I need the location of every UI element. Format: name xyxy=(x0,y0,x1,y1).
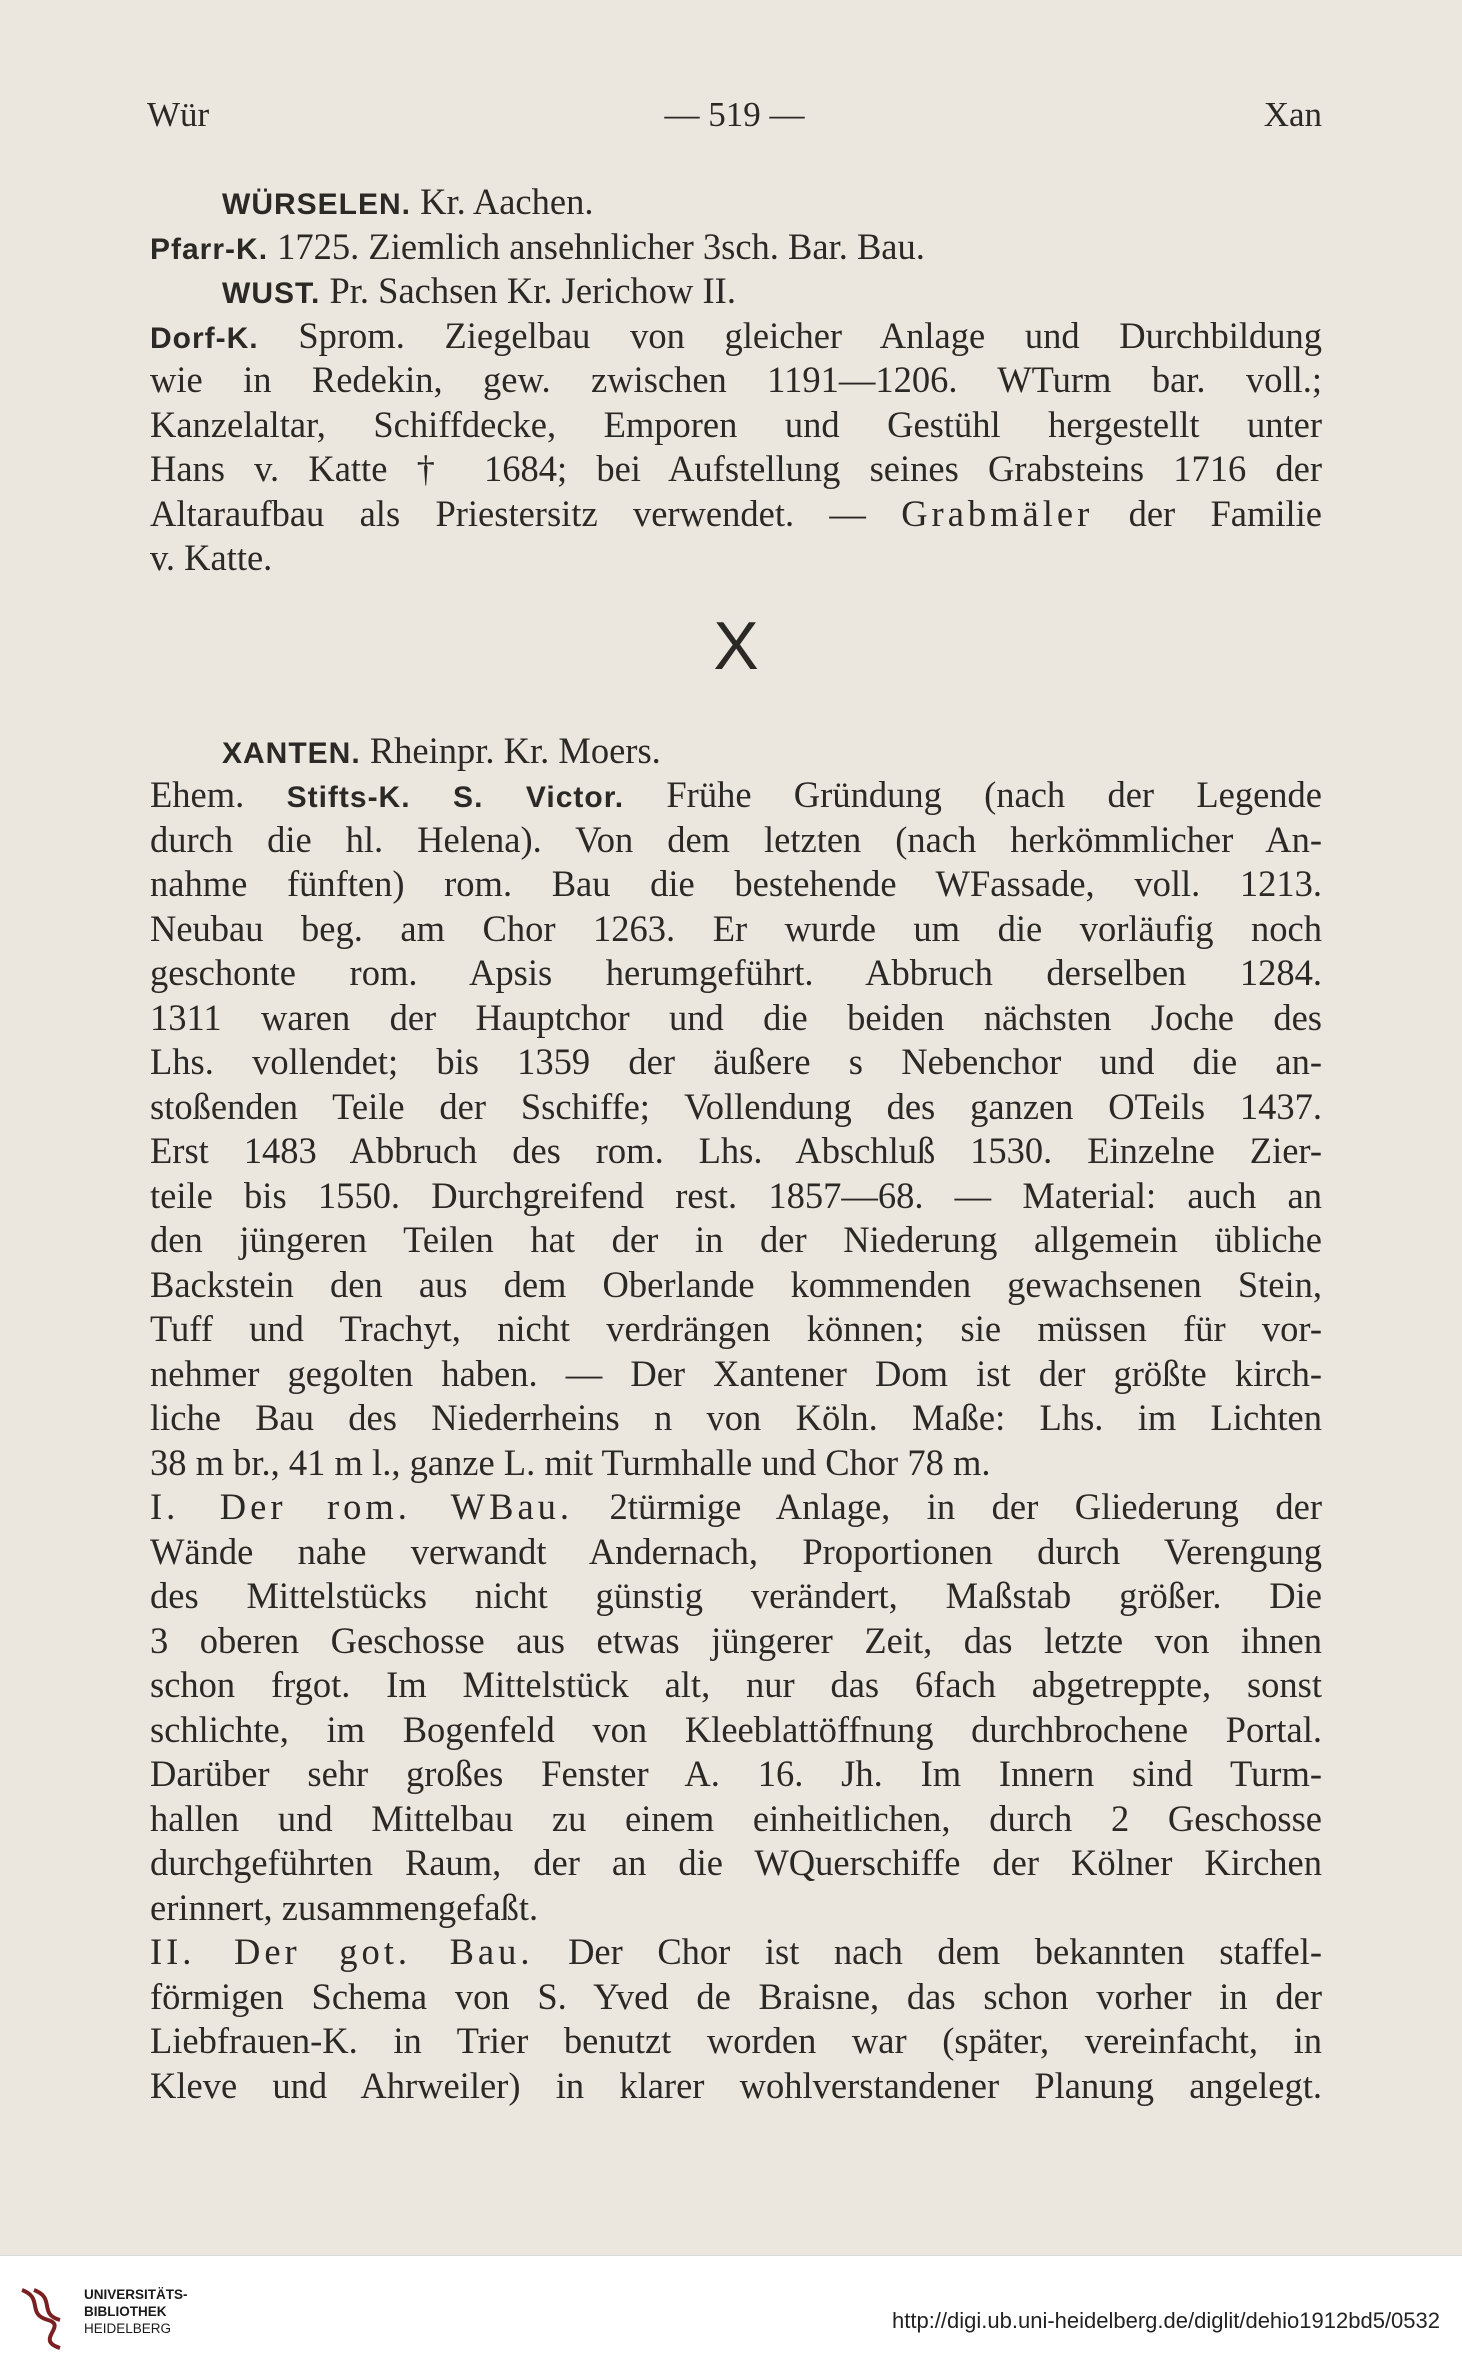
entry-text: 2türmige Anlage, in der Gliederung der xyxy=(609,1486,1322,1527)
entry-line: Backstein den aus dem Oberlande kommenden gewachsenen Stein, xyxy=(150,1263,1322,1305)
entry-line: nehmer gegolten haben. — Der Xantener Dom ist der größte kirch- xyxy=(150,1352,1322,1394)
entry-line: geschonte rom. Apsis herumgeführt. Abbruch derselben 1284. xyxy=(150,952,1322,993)
header-right-keyword: Xan xyxy=(1263,95,1322,134)
entry-line: erinnert, zusammengefaßt. xyxy=(150,1886,539,1928)
place-location: Kr. Aachen. xyxy=(420,181,594,222)
entry-line xyxy=(150,492,1322,537)
entry-line: Hans v. Katte † 1684; bei Aufstellung seines Grabsteins 1716 der xyxy=(150,448,1322,489)
entry-line: durch die hl. Helena). Von dem letzten (nach herkömmlicher An- xyxy=(150,818,1322,860)
library-logo-icon xyxy=(14,2284,70,2354)
entry-line: Tuff und Trachyt, nicht verdrängen können; sie müssen für vor- xyxy=(150,1308,1322,1349)
place-name: WÜRSELEN. xyxy=(222,188,411,221)
entry-line: Lhs. vollendet; bis 1359 der äußere s Nebenchor und die an- xyxy=(150,1041,1322,1082)
entry-line: 3 oberen Geschosse aus etwas jüngerer Zeit, das letzte von ihnen xyxy=(150,1619,1322,1661)
entry-line: förmigen Schema von S. Yved de Braisne, das schon vorher in der xyxy=(150,1975,1322,2017)
entry-line: schlichte, im Bogenfeld von Kleeblattöffnung durchbrochene Portal. xyxy=(150,1708,1322,1750)
library-name-line: UNIVERSITÄTS- xyxy=(84,2287,188,2302)
entry-text: Altaraufbau als Priestersitz verwendet. — xyxy=(150,492,866,534)
entry-line: schon frgot. Im Mittelstück alt, nur das 6fach abgetreppte, sonst xyxy=(150,1664,1322,1705)
entry-line: 1311 waren der Hauptchor und die beiden nächsten Joche des xyxy=(150,996,1322,1038)
entry-line: Erst 1483 Abbruch des rom. Lhs. Abschluß 1530. Einzelne Zier- xyxy=(150,1130,1322,1171)
entry-line: Kleve und Ahrweiler) in klarer wohlverstandener Planung angelegt. xyxy=(150,2064,1322,2106)
place-name: WUST. xyxy=(222,277,321,310)
entry-prefix: Ehem. xyxy=(150,774,245,815)
place-name: XANTEN. xyxy=(222,736,361,770)
entry-line xyxy=(150,225,1322,270)
entry-line: wie in Redekin, gew. zwischen 1191—1206. WTurm bar. voll.; xyxy=(150,359,1322,400)
entry-line: den jüngeren Teilen hat der in der Niederung allgemein übliche xyxy=(150,1219,1322,1260)
running-header xyxy=(147,95,1322,145)
entry-line: Neubau beg. am Chor 1263. Er wurde um die vorläufig noch xyxy=(150,907,1322,949)
section-letter: X xyxy=(713,607,759,684)
entry-line: Liebfrauen-K. in Trier benutzt worden war (später, vereinfacht, in xyxy=(150,2020,1322,2061)
entry-line xyxy=(150,773,1322,818)
subheading-part-1: I. Der rom. WBau. xyxy=(150,1486,574,1527)
library-name-line: HEIDELBERG xyxy=(84,2321,172,2336)
entry-text: der Familie xyxy=(1128,492,1322,534)
entry-heading-xanten xyxy=(150,729,1322,774)
building-label: Pfarr-K. xyxy=(150,232,269,266)
entry-text: Der Chor ist nach dem bekannten staffel- xyxy=(568,1931,1322,1972)
library-name-line: BIBLIOTHEK xyxy=(84,2304,167,2319)
entry-line: teile bis 1550. Durchgreifend rest. 1857—68. — Material: auch an xyxy=(150,1174,1322,1216)
entry-line: hallen und Mittelbau zu einem einheitlichen, durch 2 Geschosse xyxy=(150,1797,1322,1839)
digitization-footer xyxy=(0,2255,1462,2375)
entry-line: des Mittelstücks nicht günstig verändert, Maßstab größer. Die xyxy=(150,1575,1322,1616)
entry-text: Sprom. Ziegelbau von gleicher Anlage und Durchbildung xyxy=(298,314,1322,356)
entry-line: Kanzelaltar, Schiffdecke, Emporen und Gestühl hergestellt unter xyxy=(150,403,1322,445)
entry-line: Wände nahe verwandt Andernach, Proportionen durch Verengung xyxy=(150,1530,1322,1572)
subheading-grabmaeler: Grabmäler xyxy=(901,492,1094,534)
entry-line: Darüber sehr großes Fenster A. 16. Jh. Im Innern sind Turm- xyxy=(150,1753,1322,1794)
source-url-link[interactable]: http://digi.ub.uni-heidelberg.de/diglit/dehio1912bd5/0532 xyxy=(892,2308,1440,2333)
entry-heading-wust xyxy=(150,269,1322,314)
entry-line xyxy=(150,1930,1322,1975)
library-name xyxy=(84,2286,188,2337)
entry-text: 1725. Ziemlich ansehnlicher 3sch. Bar. Bau. xyxy=(277,225,925,267)
page-body xyxy=(150,180,1322,2108)
place-location: Pr. Sachsen Kr. Jerichow II. xyxy=(329,270,736,311)
entry-line: stoßenden Teile der Sschiffe; Vollendung des ganzen OTeils 1437. xyxy=(150,1085,1322,1127)
entry-line xyxy=(150,314,1322,359)
place-location: Rheinpr. Kr. Moers. xyxy=(369,729,661,771)
subheading-part-2: II. Der got. Bau. xyxy=(150,1931,534,1972)
entry-line: v. Katte. xyxy=(150,537,273,578)
page-number: — 519 — xyxy=(664,95,805,134)
entry-line: nahme fünften) rom. Bau die bestehende WFassade, voll. 1213. xyxy=(150,863,1322,904)
entry-line: durchgeführten Raum, der an die WQuerschiffe der Kölner Kirchen xyxy=(150,1842,1322,1883)
header-left-keyword: Wür xyxy=(147,95,210,134)
entry-heading-wuerselen xyxy=(150,180,1322,225)
entry-line xyxy=(150,1485,1322,1530)
building-label: Stifts-K. S. Victor. xyxy=(286,781,625,814)
building-label: Dorf-K. xyxy=(150,321,259,355)
entry-text: Frühe Gründung (nach der Legende xyxy=(666,774,1322,815)
entry-line: 38 m br., 41 m l., ganze L. mit Turmhalle und Chor 78 m. xyxy=(150,1441,991,1483)
entry-line: liche Bau des Niederrheins n von Köln. Maße: Lhs. im Lichten xyxy=(150,1397,1322,1438)
